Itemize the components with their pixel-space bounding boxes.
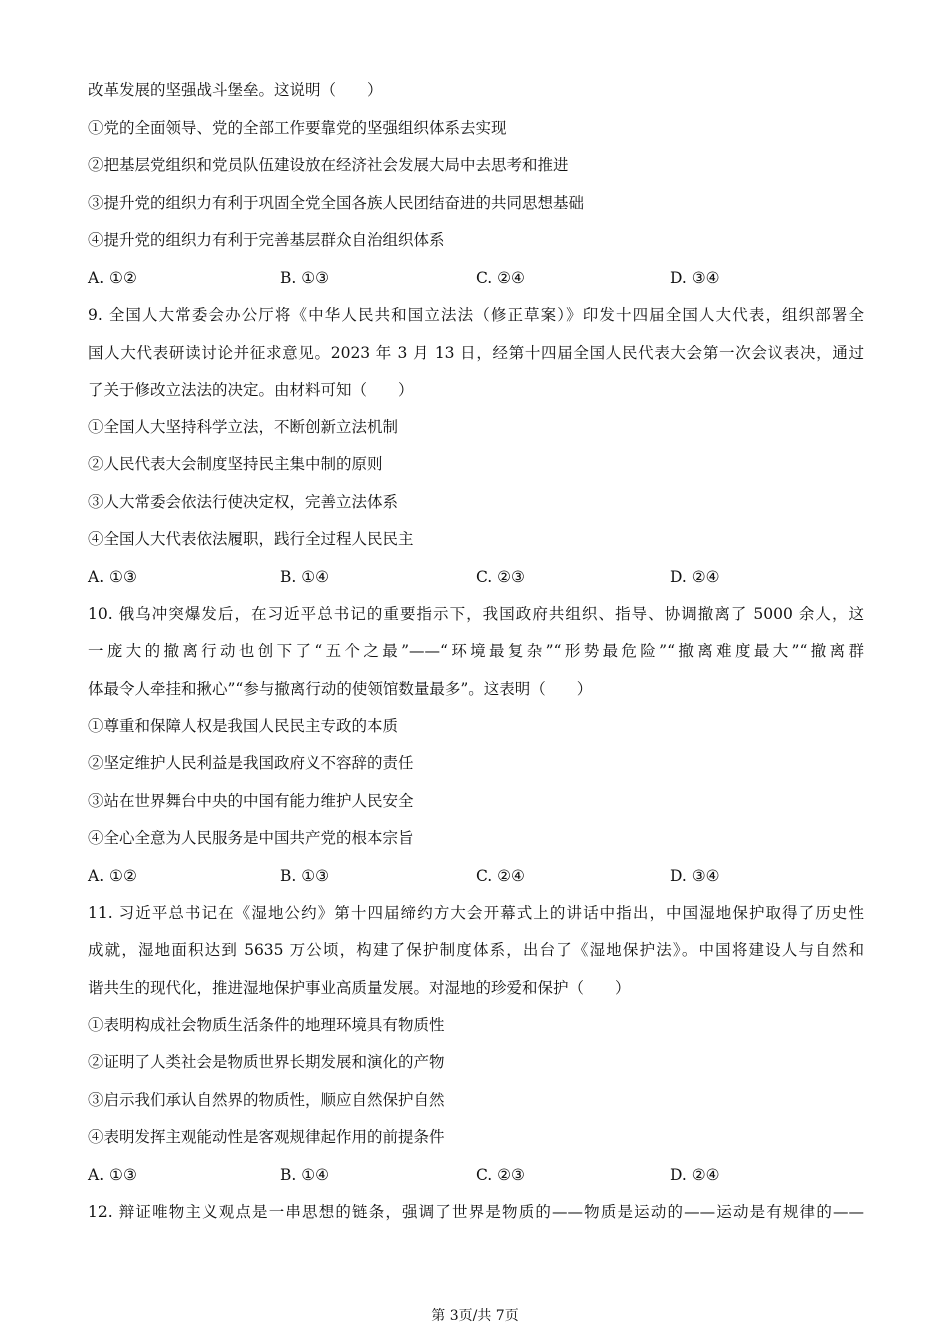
q9-option-a[interactable]: A. ①③: [88, 568, 137, 586]
q11-options: [88, 1164, 868, 1186]
q9-statement-3: ③人大常委会依法行使决定权，完善立法体系: [88, 493, 399, 511]
q9-stem-line-1: 9. 全国人大常委会办公厅将《中华人民共和国立法法（修正草案）》印发十四届全国人大代表，组织部署全: [88, 306, 864, 324]
q10-statement-1: ①尊重和保障人权是我国人民民主专政的本质: [88, 717, 399, 735]
q10-options: [88, 865, 868, 887]
q10-statement-4: ④全心全意为人民服务是中国共产党的根本宗旨: [88, 829, 414, 847]
q11-option-b[interactable]: B. ①④: [280, 1166, 330, 1184]
q9-stem-line-3: 了关于修改立法法的决定。由材料可知（ ）: [88, 381, 414, 399]
q10-option-c[interactable]: C. ②④: [476, 867, 525, 885]
q10-statement-2: ②坚定维护人民利益是我国政府义不容辞的责任: [88, 754, 414, 772]
q8-statement-1: ①党的全面领导、党的全部工作要靠党的坚强组织体系去实现: [88, 119, 507, 137]
q11-stem-line-1: 11. 习近平总书记在《湿地公约》第十四届缔约方大会开幕式上的讲话中指出，中国湿地保护取得了历史性: [88, 904, 864, 922]
page-number-footer: 第 3页/共 7页: [431, 1308, 519, 1324]
q8-statement-2: ②把基层党组织和党员队伍建设放在经济社会发展大局中去思考和推进: [88, 156, 569, 174]
q10-option-a[interactable]: A. ①②: [88, 867, 137, 885]
q9-statement-2: ②人民代表大会制度坚持民主集中制的原则: [88, 455, 383, 473]
q9-options: [88, 566, 868, 588]
q12-stem-line-1: 12. 辩证唯物主义观点是一串思想的链条，强调了世界是物质的——物质是运动的——运动是有规律的——: [88, 1203, 864, 1221]
q11-option-a[interactable]: A. ①③: [88, 1166, 137, 1184]
q8-options: [88, 267, 868, 289]
q10-stem-line-1: 10. 俄乌冲突爆发后，在习近平总书记的重要指示下，我国政府共组织、指导、协调撤离了 5000 余人，这: [88, 605, 864, 623]
q8-statement-4: ④提升党的组织力有利于完善基层群众自治组织体系: [88, 231, 445, 249]
q11-option-c[interactable]: C. ②③: [476, 1166, 525, 1184]
q9-option-d[interactable]: D. ②④: [670, 568, 720, 586]
q11-statement-1: ①表明构成社会物质生活条件的地理环境具有物质性: [88, 1016, 445, 1034]
q10-option-b[interactable]: B. ①③: [280, 867, 330, 885]
q8-option-c[interactable]: C. ②④: [476, 269, 525, 287]
q10-statement-3: ③站在世界舞台中央的中国有能力维护人民安全: [88, 792, 414, 810]
q11-statement-2: ②证明了人类社会是物质世界长期发展和演化的产物: [88, 1053, 445, 1071]
q11-option-d[interactable]: D. ②④: [670, 1166, 720, 1184]
q11-statement-3: ③启示我们承认自然界的物质性，顺应自然保护自然: [88, 1091, 445, 1109]
q11-statement-4: ④表明发挥主观能动性是客观规律起作用的前提条件: [88, 1128, 445, 1146]
q10-option-d[interactable]: D. ③④: [670, 867, 720, 885]
q11-stem-line-2: 成就，湿地面积达到 5635 万公顷，构建了保护制度体系，出台了《湿地保护法》。中国将建设人与自然和: [88, 941, 864, 959]
q8-option-b[interactable]: B. ①③: [280, 269, 330, 287]
q9-statement-1: ①全国人大坚持科学立法，不断创新立法机制: [88, 418, 399, 436]
q8-option-d[interactable]: D. ③④: [670, 269, 720, 287]
q9-stem-line-2: 国人大代表研读讨论并征求意见。2023 年 3 月 13 日，经第十四届全国人民代表大会第一次会议表决，通过: [88, 344, 864, 362]
q9-statement-4: ④全国人大代表依法履职，践行全过程人民民主: [88, 530, 414, 548]
q8-statement-3: ③提升党的组织力有利于巩固全党全国各族人民团结奋进的共同思想基础: [88, 194, 585, 212]
q11-stem-line-3: 谐共生的现代化，推进湿地保护事业高质量发展。对湿地的珍爱和保护（ ）: [88, 979, 631, 997]
q10-stem-line-2: 一庞大的撤离行动也创下了“五个之最”——“环境最复杂”“形势最危险”“撤离难度最大”“撤离群: [88, 642, 864, 660]
q9-option-c[interactable]: C. ②③: [476, 568, 525, 586]
q8-option-a[interactable]: A. ①②: [88, 269, 137, 287]
q10-stem-line-3: 体最令人牵挂和揪心”“参与撤离行动的使领馆数量最多”。这表明（ ）: [88, 680, 593, 698]
q9-option-b[interactable]: B. ①④: [280, 568, 330, 586]
q8-stem-tail: 改革发展的坚强战斗堡垒。这说明（ ）: [88, 81, 383, 99]
